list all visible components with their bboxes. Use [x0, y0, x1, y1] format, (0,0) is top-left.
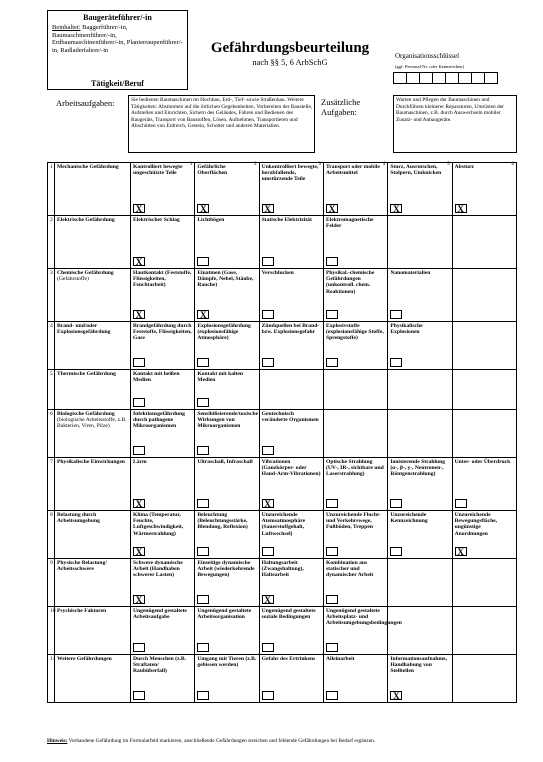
hazard-checkbox[interactable] — [262, 310, 274, 319]
hazard-category-title: Physische Belastung/ Arbeitsschwere — [57, 560, 107, 573]
hazard-cell-text: Ungenügend gestaltete Arbeitsaufgabe — [133, 608, 187, 621]
hazard-cell-text: Unzureichende Bewegungsfläche, ungünstige Anordnungen — [454, 512, 498, 537]
hazard-cell — [388, 410, 452, 458]
hazard-cell — [195, 322, 259, 370]
hazard-cell-text: Gefährliche Oberflächen — [197, 164, 228, 177]
hazard-cell — [195, 216, 259, 269]
hazard-cell — [452, 410, 516, 458]
hazard-cell — [195, 370, 259, 410]
hazard-cell — [131, 216, 195, 269]
hazard-cell — [195, 607, 259, 655]
hazard-category-note: (biologische Arbeitsstoffe, z.B. Bakterien, Viren, Pilze) — [57, 417, 127, 430]
hazard-checkbox-checked[interactable]: X — [133, 204, 145, 213]
hazard-checkbox-checked[interactable]: X — [262, 499, 274, 508]
hazard-cell-text: Kombination aus statischer und dynamischer Arbeit — [325, 560, 374, 579]
tasks-label: Arbeitsaufgaben: — [56, 98, 115, 108]
hazard-category — [55, 370, 131, 410]
hazard-cell — [131, 559, 195, 607]
hazard-row — [48, 410, 517, 458]
hazard-cell — [323, 322, 387, 370]
hazard-cell-text: Unzureichende Kennzeichnung — [390, 512, 428, 525]
hazard-cell — [259, 559, 323, 607]
hazard-cell-text: Kontrolliert bewegte ungeschützte Teile — [133, 164, 183, 177]
hazard-row — [48, 511, 517, 559]
hazard-cell — [388, 511, 452, 559]
hazard-cell-text: Physikalische Explosionen — [390, 323, 423, 336]
hazard-cell — [131, 410, 195, 458]
org-key-field[interactable] — [394, 72, 498, 84]
hazard-cell-text: Elektrischer Schlag — [133, 217, 180, 223]
hazard-cell-text: Unzureichende Flucht- und Verkehrswege, Fußböden, Treppen — [325, 512, 381, 531]
hazard-category — [55, 216, 131, 269]
hazard-checkbox-checked[interactable]: X — [390, 204, 402, 213]
hazard-cell-text: Ionisierende Strahlung (α-, β-, γ-, Neutronen-, Röntgenstrahlung) — [390, 459, 446, 478]
hazard-category — [55, 322, 131, 370]
hazard-cell — [195, 559, 259, 607]
hazard-row — [48, 216, 517, 269]
hazard-cell-text: Elektromagnetische Felder — [325, 217, 374, 230]
hazard-checkbox[interactable] — [326, 358, 338, 367]
hazard-cell — [323, 370, 387, 410]
hazard-cell-text: Unkontrolliert bewegte, herabfallende, umstürzende Teile — [261, 164, 319, 183]
hazard-category-title: Brand- und/oder Explosionsgefährdung — [57, 323, 111, 336]
hazard-cell — [195, 410, 259, 458]
hazard-cell-text: Explosionsgefährdung (explosionsfähige Atmosphäre) — [197, 323, 251, 342]
org-key-hint: (ggf. Personal-Nr. oder Kennzeichen) — [395, 64, 465, 69]
hazard-cell-text: Sturz, Ausrutschen, Stolpern, Umknicken — [390, 164, 442, 177]
hazard-checkbox[interactable] — [197, 547, 209, 556]
hazard-category — [55, 559, 131, 607]
doc-subtitle: nach §§ 5, 6 ArbSchG — [252, 57, 328, 67]
hazard-checkbox-checked[interactable]: X — [133, 310, 145, 319]
hazard-cell-text: Sensibilisierende/toxische Wirkungen von Mikroorganismen — [197, 411, 259, 430]
hazard-category — [55, 410, 131, 458]
hazard-cell — [323, 655, 387, 703]
hazard-category — [55, 655, 131, 703]
hazard-cell — [388, 559, 452, 607]
hazard-cell-text: Schwere dynamische Arbeit (Handhaben schwerer Lasten) — [133, 560, 183, 579]
hazard-category-title: Physikalische Einwirkungen — [57, 459, 125, 465]
hazard-checkbox[interactable] — [326, 257, 338, 266]
hazard-cell-text: Klima (Temperatur, Feuchte, Luftgeschwindigkeit, Wärmestrahlung) — [133, 512, 184, 537]
hazard-cell — [259, 607, 323, 655]
hazard-category-title: Weitere Gefährdungen — [57, 656, 112, 662]
hazard-cell — [131, 511, 195, 559]
hazard-cell-text: Kontakt mit heißen Medien — [133, 371, 180, 384]
hazard-cell — [131, 458, 195, 511]
hazard-checkbox-checked[interactable]: X — [133, 547, 145, 556]
hazard-cell-text: Durch Menschen (z.B. Straftaten/ Raubüberfall) — [133, 656, 187, 675]
hazard-checkbox[interactable] — [390, 310, 402, 319]
hazard-cell-text: Alleinarbeit — [325, 656, 355, 662]
hazard-cell-text: Lärm — [133, 459, 147, 465]
hazard-checkbox[interactable] — [197, 499, 209, 508]
hazard-cell — [323, 458, 387, 511]
hazard-checkbox[interactable] — [262, 257, 274, 266]
hazard-cell-text: Unzureichende Atemsatmosphäre (Sauerstoffgehalt, Luftwechsel) — [261, 512, 306, 537]
hazard-checkbox[interactable] — [262, 643, 274, 652]
hazard-cell — [195, 655, 259, 703]
hazard-checkbox[interactable] — [326, 643, 338, 652]
hazard-cell-text: Einatmen (Gase, Dämpfe, Nebel, Stäube, Rauche) — [197, 270, 254, 289]
hazard-cell — [131, 607, 195, 655]
hazard-cell — [259, 163, 323, 216]
hazard-cell — [452, 655, 516, 703]
hazard-cell — [452, 322, 516, 370]
hazard-cell — [452, 607, 516, 655]
row-number: 7 — [48, 458, 55, 511]
hazard-checkbox[interactable] — [390, 499, 402, 508]
column-number: 2 — [254, 162, 257, 167]
hazard-category-title: Biologische Gefährdung — [57, 411, 115, 417]
hazard-cell-text: Physikal.-chemische Gefährdungen (unkontroll. chem. Reaktionen) — [325, 270, 375, 295]
hazard-cell-text: Brandgefährdung durch Feststoffe, Flüssigkeiten, Gase — [133, 323, 192, 342]
hazard-cell-text: Ungenügend gestaltete soziale Bedingungen — [261, 608, 316, 621]
hazard-cell-text: Gefahr des Ertrinkens — [261, 656, 316, 662]
hazard-cell — [323, 216, 387, 269]
hazard-checkbox[interactable] — [326, 547, 338, 556]
hazard-cell — [388, 607, 452, 655]
hazard-cell — [388, 163, 452, 216]
hazard-checkbox[interactable] — [326, 310, 338, 319]
hazard-checkbox[interactable] — [455, 499, 467, 508]
hazard-category-title: Belastung durch Arbeitsumgebung — [57, 512, 100, 525]
hazard-checkbox-checked[interactable]: X — [133, 499, 145, 508]
hazard-cell-text: Ultraschall, Infraschall — [197, 459, 253, 465]
hazard-cell — [452, 511, 516, 559]
row-number: 10 — [48, 607, 55, 655]
hazard-cell-text: Unter- oder Überdruck — [454, 459, 511, 465]
hazard-checkbox-checked[interactable]: X — [455, 547, 467, 556]
hazard-row — [48, 322, 517, 370]
hazard-cell — [195, 163, 259, 216]
hazard-checkbox-checked[interactable]: X — [197, 310, 209, 319]
hazard-cell — [452, 370, 516, 410]
hazard-cell — [452, 269, 516, 322]
hazard-checkbox-checked[interactable]: X — [133, 257, 145, 266]
row-number: 8 — [48, 511, 55, 559]
hazard-cell — [323, 410, 387, 458]
hazard-cell — [259, 410, 323, 458]
hazard-cell — [388, 322, 452, 370]
hazard-checkbox[interactable] — [197, 643, 209, 652]
hazard-checkbox-checked[interactable]: X — [262, 595, 274, 604]
hazard-cell-text: Statische Elektrizität — [261, 217, 312, 223]
hazard-cell-text: Ungenügend gestaltete Arbeitsorganisation — [197, 608, 252, 621]
hazard-cell — [388, 216, 452, 269]
hazard-checkbox[interactable] — [262, 446, 274, 455]
row-number: 5 — [48, 370, 55, 410]
hazard-row — [48, 163, 517, 216]
hazard-category-title: Mechanische Gefährdung — [57, 164, 119, 170]
hazard-cell — [388, 655, 452, 703]
hazard-checkbox[interactable] — [326, 499, 338, 508]
row-number: 1 — [48, 163, 55, 216]
hazard-category-title: Thermische Gefährdung — [57, 371, 116, 377]
hazard-checkbox[interactable] — [133, 398, 145, 407]
hazard-cell — [388, 269, 452, 322]
hazard-checkbox[interactable] — [197, 595, 209, 604]
hazard-cell-text: Optische Strahlung (UV-, IR-, sichtbare und Laserstrahlung) — [325, 459, 384, 478]
hazard-cell-text: Verschlucken — [261, 270, 294, 276]
hazard-checkbox-checked[interactable]: X — [390, 691, 402, 700]
hazard-cell-text: Haltungsarbeit (Zwangshaltung), Haltearbeit — [261, 560, 304, 579]
hazard-cell-text: Einseitige dynamische Arbeit (wiederkehrende Bewegungen) — [197, 560, 255, 579]
hazard-cell — [323, 163, 387, 216]
hazard-cell — [131, 655, 195, 703]
role-footer: Tätigkeit/Beruf — [91, 79, 144, 88]
hazard-category — [55, 511, 131, 559]
row-number: 2 — [48, 216, 55, 269]
hazard-checkbox[interactable] — [262, 547, 274, 556]
row-number: 9 — [48, 559, 55, 607]
column-number: 6 — [511, 162, 514, 167]
hazard-cell-text: Informationsaufnahme, Handhabung von Stellteilen — [390, 656, 448, 675]
hazard-row — [48, 458, 517, 511]
doc-title: Gefährdungsbeurteilung — [210, 40, 370, 56]
hazard-checkbox[interactable] — [197, 257, 209, 266]
hazard-row — [48, 655, 517, 703]
hazard-cell — [131, 163, 195, 216]
hazard-checkbox[interactable] — [262, 691, 274, 700]
hazard-cell — [259, 458, 323, 511]
hazard-cell-text: Hautkontakt (Feststoffe, Flüssigkeiten, Feuchtarbeit) — [133, 270, 192, 289]
hazard-cell — [452, 216, 516, 269]
hazard-cell-text: Absturz — [454, 164, 474, 170]
hazard-checkbox[interactable] — [133, 643, 145, 652]
tasks-text: Sie bedienen Baumaschinen im Hochbau, Erd-, Tief- sowie Straßenbau. Weitere Tätigkeiten: Abstimmen auf die örtlichen Gegebenheiten, Vorbereiten der Baustelle, Aufstellen und Einrichten, Sichern des Geländes, Fahren und Bedienen des Baugeräts, Transport von Baustoffen, Lösen, Aufnehmen, Transportieren und Abschütten von Erdreich, Gestein, Schotter und anderen Materialien. — [131, 97, 313, 129]
column-number: 1 — [189, 162, 193, 167]
hazard-checkbox[interactable] — [390, 358, 402, 367]
hazard-checkbox[interactable] — [197, 398, 209, 407]
row-number: 4 — [48, 322, 55, 370]
hazard-table — [47, 162, 517, 703]
hazard-cell — [259, 370, 323, 410]
hazard-cell-text: Nanomaterialien — [390, 270, 431, 276]
hazard-category-note: (Gefahrstoffe) — [57, 276, 89, 283]
hazard-row — [48, 370, 517, 410]
hazard-cell-text: Vibrationen (Ganzkörper- oder Hand-Arm-Vibrationen) — [261, 459, 321, 478]
hazard-cell-text: Lichtbögen — [197, 217, 225, 223]
hazard-cell — [452, 163, 516, 216]
hazard-checkbox[interactable] — [262, 358, 274, 367]
hazard-cell-text: Kontakt mit kalten Medien — [197, 371, 244, 384]
hazard-row — [48, 559, 517, 607]
hazard-checkbox[interactable] — [133, 446, 145, 455]
hazard-category — [55, 458, 131, 511]
hazard-cell-text: Explosivstoffe (explosionsfähige Stoffe, Sprengstoffe) — [325, 323, 384, 342]
hazard-category-title: Elektrische Gefährdung — [57, 217, 115, 223]
hazard-cell — [323, 607, 402, 655]
hazard-cell — [323, 511, 387, 559]
org-key-label: Organisationsschlüssel — [395, 52, 460, 60]
hazard-cell — [195, 458, 259, 511]
hazard-cell — [323, 559, 387, 607]
hazard-cell — [131, 269, 195, 322]
hazard-checkbox-checked[interactable]: X — [326, 204, 338, 213]
hazard-cell — [131, 322, 195, 370]
hazard-checkbox[interactable] — [326, 691, 338, 700]
hazard-cell — [195, 511, 259, 559]
row-number: 11 — [48, 655, 55, 703]
hazard-checkbox[interactable] — [197, 691, 209, 700]
hazard-cell-text: Ungenügend gestaltete Arbeitsplatz- und Arbeitsumgebungsbedingungen — [325, 608, 402, 627]
hazard-cell — [131, 370, 195, 410]
extra-tasks-label: Zusätzliche Aufgaben: — [321, 97, 361, 117]
hazard-checkbox-checked[interactable]: X — [455, 204, 467, 213]
hazard-checkbox-checked[interactable]: X — [262, 204, 274, 213]
hazard-category — [55, 607, 131, 655]
hazard-cell-text: Transport oder mobile Arbeitsmittel — [325, 164, 380, 177]
hazard-category-title: Psychische Faktoren — [57, 608, 107, 614]
hazard-checkbox[interactable] — [197, 358, 209, 367]
hazard-cell-text: Umgang mit Tieren (z.B. gebissen werden) — [197, 656, 257, 669]
column-number: 3 — [318, 162, 321, 167]
extra-tasks-text: Warten und Pflegen der Baumaschinen und Durchführen kleinerer Reparaturen, Umrüsten der Baumaschinen, z.B. durch Auswechseln mobiler Zusatz- und Anbaugeräte. — [396, 97, 504, 123]
column-number: 5 — [447, 162, 450, 167]
hazard-category-title: Chemische Gefährdung — [57, 270, 114, 276]
hazard-category — [55, 163, 131, 216]
hazard-cell — [259, 511, 323, 559]
hazard-cell — [195, 269, 259, 322]
hazard-category — [55, 269, 131, 322]
hazard-cell — [452, 559, 516, 607]
role-details: Beinhaltet: Baggerführer/-in, Baumaschinenführer/-in, Erdbaumaschinenführer/-in, Planierraupenführer/-in, Radladerfahrer/-in — [52, 24, 183, 54]
hazard-checkbox-checked[interactable]: X — [133, 595, 145, 604]
hazard-cell-text: Infektionsgefährdung durch pathogene Mikroorganismen — [133, 411, 185, 430]
hazard-cell — [323, 269, 387, 322]
hazard-cell — [259, 269, 323, 322]
hazard-checkbox-checked[interactable]: X — [197, 204, 209, 213]
hazard-cell-text: Gentechnisch veränderte Organismen — [261, 411, 319, 424]
hazard-checkbox[interactable] — [390, 547, 402, 556]
hazard-cell — [388, 458, 452, 511]
hazard-checkbox[interactable] — [326, 595, 338, 604]
hazard-checkbox[interactable] — [197, 446, 209, 455]
role-title: Baugeräteführer/-in — [83, 13, 152, 22]
hazard-cell — [259, 322, 323, 370]
hazard-row — [48, 269, 517, 322]
column-number: 4 — [382, 162, 386, 167]
hazard-row — [48, 607, 517, 655]
row-number: 3 — [48, 269, 55, 322]
hazard-cell — [452, 458, 516, 511]
row-number: 6 — [48, 410, 55, 458]
hazard-cell — [388, 370, 452, 410]
hazard-cell — [259, 655, 323, 703]
hazard-cell-text: Beleuchtung (Beleuchtungsstärke, Blendung, Reflexion) — [197, 512, 248, 531]
footer-note: Hinweis: Vorhandene Gefährdung im Formularfeld markieren, anschließende Gefährdungen streichen und fehlende Gefährdungen bei Bedarf ergänzen. — [47, 738, 376, 744]
hazard-checkbox[interactable] — [133, 691, 145, 700]
hazard-cell-text: Zündquellen bei Brand- bzw. Explosionsgefahr — [261, 323, 320, 336]
hazard-checkbox[interactable] — [133, 358, 145, 367]
hazard-cell — [259, 216, 323, 269]
